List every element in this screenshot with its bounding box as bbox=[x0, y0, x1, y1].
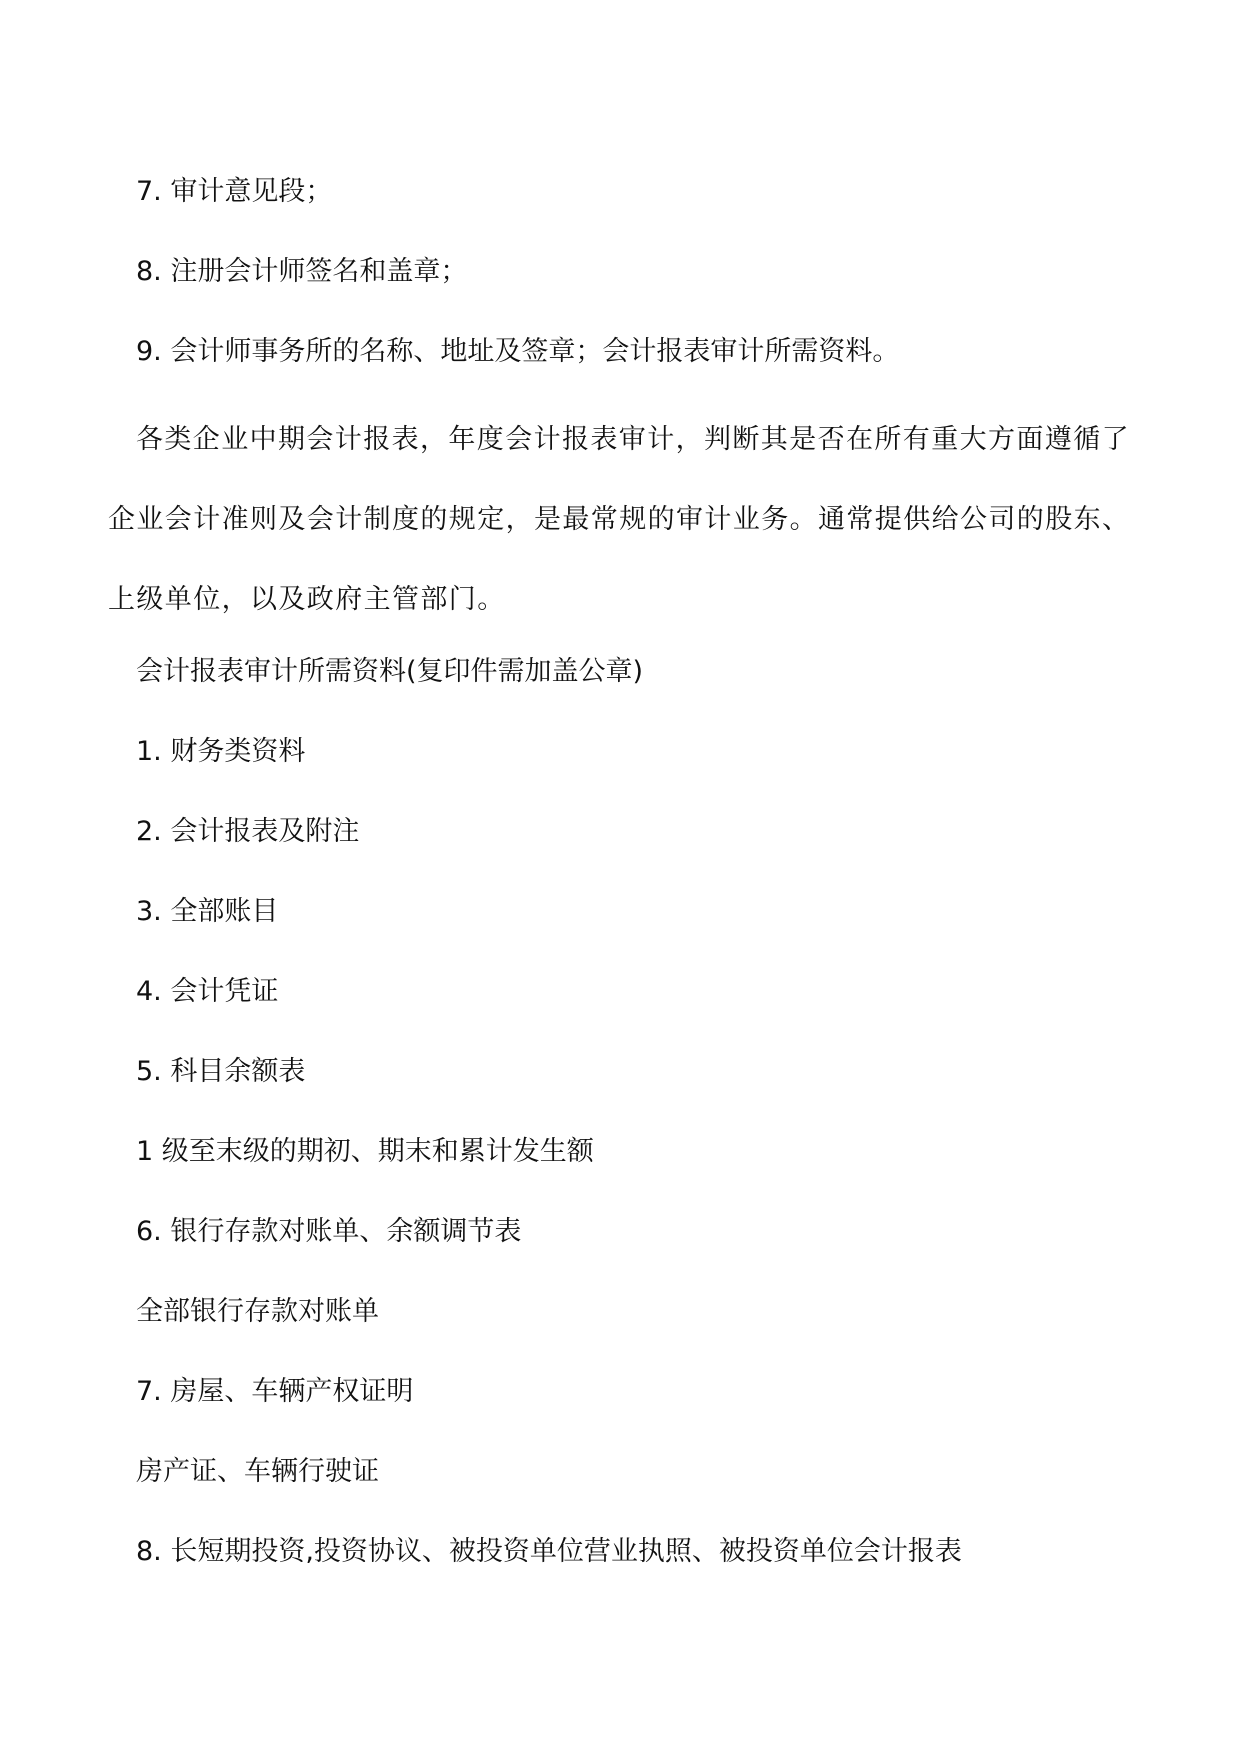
list-item-vouchers: 4. 会计凭证 bbox=[136, 976, 279, 1007]
list-item-financial-materials: 1. 财务类资料 bbox=[136, 736, 306, 767]
section-heading: 会计报表审计所需资料(复印件需加盖公章) bbox=[136, 656, 644, 687]
list-item-audit-opinion: 7. 审计意见段； bbox=[136, 176, 333, 207]
list-item-statements-notes: 2. 会计报表及附注 bbox=[136, 816, 360, 847]
list-item-investments: 8. 长短期投资,投资协议、被投资单位营业执照、被投资单位会计报表 bbox=[136, 1536, 962, 1567]
list-item-bank-statements: 6. 银行存款对账单、余额调节表 bbox=[136, 1216, 522, 1247]
list-item-bank-statements-detail: 全部银行存款对账单 bbox=[136, 1296, 379, 1327]
body-paragraph: 各类企业中期会计报表，年度会计报表审计，判断其是否在所有重大方面遵循了企业会计准则及会计制度的规定，是最常规的审计业务。通常提供给公司的股东、上级单位，以及政府主管部门。 bbox=[108, 424, 1131, 615]
list-item-balance-table: 5. 科目余额表 bbox=[136, 1056, 306, 1087]
list-item-cpa-signature: 8. 注册会计师签名和盖章； bbox=[136, 256, 468, 287]
list-item-balance-detail: 1 级至末级的期初、期末和累计发生额 bbox=[136, 1136, 594, 1167]
list-item-property-proof-detail: 房产证、车辆行驶证 bbox=[136, 1456, 379, 1487]
list-item-property-proof: 7. 房屋、车辆产权证明 bbox=[136, 1376, 414, 1407]
list-item-firm-name-address: 9. 会计师事务所的名称、地址及签章；会计报表审计所需资料。 bbox=[136, 336, 900, 367]
list-item-all-accounts: 3. 全部账目 bbox=[136, 896, 279, 927]
